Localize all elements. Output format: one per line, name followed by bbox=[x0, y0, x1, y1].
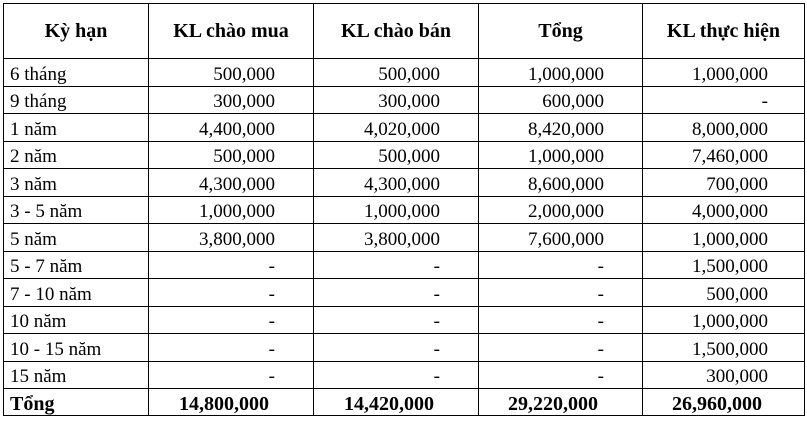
cell-bid-volume: - bbox=[149, 279, 314, 307]
cell-executed-volume: 300,000 bbox=[643, 361, 805, 389]
cell-executed-volume: 700,000 bbox=[643, 169, 805, 197]
cell-offer-volume: 500,000 bbox=[314, 141, 479, 169]
cell-total: 1,000,000 bbox=[479, 59, 643, 87]
cell-total: 2,000,000 bbox=[479, 196, 643, 224]
cell-term: 5 năm bbox=[4, 224, 149, 252]
cell-executed-volume: 500,000 bbox=[643, 279, 805, 307]
table-row bbox=[4, 114, 805, 142]
cell-total: 7,600,000 bbox=[479, 224, 643, 252]
cell-bid-volume: 300,000 bbox=[149, 86, 314, 114]
cell-executed-volume: 8,000,000 bbox=[643, 114, 805, 142]
cell-offer-volume: 500,000 bbox=[314, 59, 479, 87]
cell-executed-volume: - bbox=[643, 86, 805, 114]
cell-term: 1 năm bbox=[4, 114, 149, 142]
total-row bbox=[4, 389, 805, 416]
cell-total: - bbox=[479, 361, 643, 389]
cell-bid-volume: - bbox=[149, 334, 314, 362]
header-term: Kỳ hạn bbox=[4, 4, 149, 59]
cell-total: 600,000 bbox=[479, 86, 643, 114]
cell-executed-volume: 1,000,000 bbox=[643, 59, 805, 87]
table-row bbox=[4, 251, 805, 279]
cell-bid-volume: - bbox=[149, 251, 314, 279]
cell-term: 10 - 15 năm bbox=[4, 334, 149, 362]
table-row bbox=[4, 141, 805, 169]
cell-term: 9 tháng bbox=[4, 86, 149, 114]
header-bid-volume: KL chào mua bbox=[149, 4, 314, 59]
cell-offer-volume: 1,000,000 bbox=[314, 196, 479, 224]
cell-term: 3 - 5 năm bbox=[4, 196, 149, 224]
cell-offer-volume: 3,800,000 bbox=[314, 224, 479, 252]
cell-total: 8,600,000 bbox=[479, 169, 643, 197]
cell-bid-volume: 4,300,000 bbox=[149, 169, 314, 197]
cell-offer-volume: - bbox=[314, 306, 479, 334]
cell-bid-volume: - bbox=[149, 306, 314, 334]
header-executed-volume: KL thực hiện bbox=[643, 4, 805, 59]
table-row bbox=[4, 224, 805, 252]
cell-term: 7 - 10 năm bbox=[4, 279, 149, 307]
cell-offer-volume: - bbox=[314, 279, 479, 307]
header-offer-volume: KL chào bán bbox=[314, 4, 479, 59]
cell-term: 3 năm bbox=[4, 169, 149, 197]
table-header bbox=[4, 4, 805, 59]
table-row bbox=[4, 361, 805, 389]
cell-executed-volume: 1,500,000 bbox=[643, 251, 805, 279]
cell-bid-volume: - bbox=[149, 361, 314, 389]
total-label: Tổng bbox=[4, 389, 149, 416]
cell-bid-volume: 500,000 bbox=[149, 59, 314, 87]
cell-offer-volume: 300,000 bbox=[314, 86, 479, 114]
table-footer bbox=[4, 389, 805, 416]
header-total: Tổng bbox=[479, 4, 643, 59]
cell-executed-volume: 1,000,000 bbox=[643, 306, 805, 334]
cell-offer-volume: - bbox=[314, 361, 479, 389]
cell-term: 5 - 7 năm bbox=[4, 251, 149, 279]
cell-offer-volume: - bbox=[314, 334, 479, 362]
total-sum: 29,220,000 bbox=[479, 389, 643, 416]
table-row bbox=[4, 306, 805, 334]
table-row bbox=[4, 196, 805, 224]
table-row bbox=[4, 59, 805, 87]
cell-term: 2 năm bbox=[4, 141, 149, 169]
cell-term: 10 năm bbox=[4, 306, 149, 334]
cell-bid-volume: 4,400,000 bbox=[149, 114, 314, 142]
bond-trading-volume-table bbox=[3, 3, 805, 416]
cell-executed-volume: 1,000,000 bbox=[643, 224, 805, 252]
total-executed-volume: 26,960,000 bbox=[643, 389, 805, 416]
cell-executed-volume: 7,460,000 bbox=[643, 141, 805, 169]
table-row bbox=[4, 86, 805, 114]
cell-offer-volume: 4,300,000 bbox=[314, 169, 479, 197]
cell-offer-volume: - bbox=[314, 251, 479, 279]
cell-total: - bbox=[479, 279, 643, 307]
cell-total: - bbox=[479, 251, 643, 279]
table-body bbox=[4, 59, 805, 389]
cell-total: - bbox=[479, 334, 643, 362]
cell-offer-volume: 4,020,000 bbox=[314, 114, 479, 142]
cell-bid-volume: 500,000 bbox=[149, 141, 314, 169]
cell-bid-volume: 3,800,000 bbox=[149, 224, 314, 252]
cell-term: 15 năm bbox=[4, 361, 149, 389]
total-bid-volume: 14,800,000 bbox=[149, 389, 314, 416]
total-offer-volume: 14,420,000 bbox=[314, 389, 479, 416]
cell-total: - bbox=[479, 306, 643, 334]
cell-bid-volume: 1,000,000 bbox=[149, 196, 314, 224]
cell-total: 8,420,000 bbox=[479, 114, 643, 142]
header-row bbox=[4, 4, 805, 59]
cell-executed-volume: 1,500,000 bbox=[643, 334, 805, 362]
cell-executed-volume: 4,000,000 bbox=[643, 196, 805, 224]
cell-total: 1,000,000 bbox=[479, 141, 643, 169]
cell-term: 6 tháng bbox=[4, 59, 149, 87]
table-row bbox=[4, 279, 805, 307]
table-row bbox=[4, 169, 805, 197]
table-row bbox=[4, 334, 805, 362]
